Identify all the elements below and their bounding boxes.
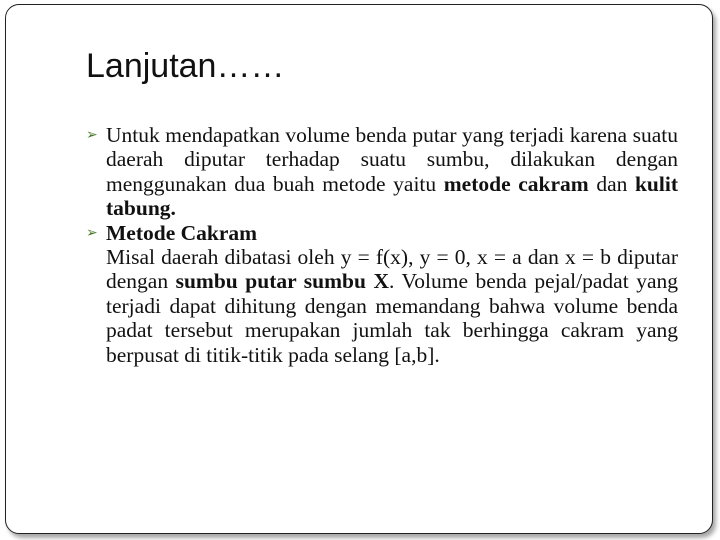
text-segment: dan (588, 171, 635, 196)
slide-frame (5, 4, 713, 534)
bullet-text (106, 123, 678, 221)
arrow-bullet-icon: ➢ (86, 127, 98, 143)
bullet-heading: Metode Cakram (106, 220, 258, 245)
slide-body (86, 123, 678, 367)
bold-term-sumbu-putar: sumbu putar sumbu X (175, 269, 389, 294)
slide-title: Lanjutan…… (86, 47, 285, 85)
text-segment: Untuk mendapatkan volume benda putar yang terjadi karena suatu daerah diputar terhadap suatu sumbu, dilakukan dengan menggunakan dua buah metode yaitu (106, 123, 678, 196)
arrow-bullet-icon: ➢ (86, 224, 98, 241)
bold-term-kulit-tabung: kulit tabung. (106, 171, 678, 221)
text-segment: . Volume benda pejal/padat yang terjadi dapat dihitung dengan memandang bahwa volume benda padat tersebut merupakan jumlah tak berhingga cakram yang berpusat di titik-titik pada selang [a,b]. (106, 269, 678, 367)
bullet-item-method-intro (86, 123, 678, 221)
text-segment: Misal daerah dibatasi oleh y = f(x), y = 0, x = a dan x = b diputar dengan (106, 245, 678, 294)
bullet-item-metode-cakram (86, 221, 678, 245)
bold-term-metode-cakram: metode cakram (443, 171, 589, 196)
paragraph-explanation (86, 245, 678, 367)
